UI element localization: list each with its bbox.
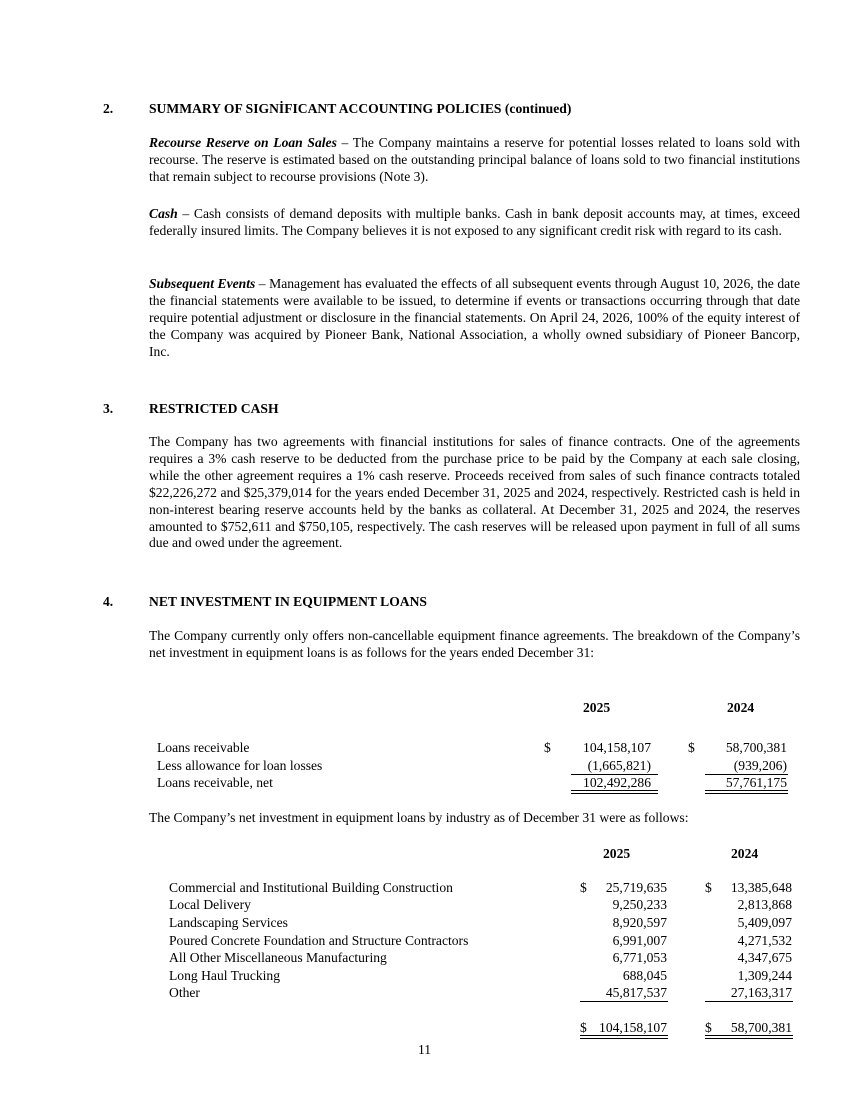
subsequent-events-term: Subsequent Events bbox=[149, 276, 256, 291]
value-2025: 104,158,107 bbox=[583, 740, 651, 755]
currency-symbol: $ bbox=[544, 740, 551, 755]
total-double-rule bbox=[571, 790, 658, 794]
value-2024: 5,409,097 bbox=[737, 915, 792, 930]
recourse-reserve-paragraph bbox=[149, 135, 800, 186]
section-4-title: NET INVESTMENT IN EQUIPMENT LOANS bbox=[149, 594, 427, 609]
section-2-title: SUMMARY OF SIGNİFICANT ACCOUNTING POLICIES (continued) bbox=[149, 101, 572, 116]
value-2024: (939,206) bbox=[733, 758, 787, 773]
value-2025: 45,817,537 bbox=[605, 985, 667, 1000]
row-label: Less allowance for loan losses bbox=[157, 758, 323, 773]
currency-symbol: $ bbox=[580, 1020, 587, 1035]
value-2024: 4,271,532 bbox=[737, 933, 792, 948]
row-label: All Other Miscellaneous Manufacturing bbox=[169, 950, 387, 965]
value-2025: 688,045 bbox=[622, 968, 667, 983]
value-2025: 6,771,053 bbox=[612, 950, 667, 965]
total-double-rule bbox=[580, 1035, 668, 1039]
total-double-rule bbox=[705, 1035, 793, 1039]
row-label: Local Delivery bbox=[169, 897, 251, 912]
total-2024: 58,700,381 bbox=[730, 1020, 792, 1035]
value-2025: 8,920,597 bbox=[612, 915, 667, 930]
row-label: Other bbox=[169, 985, 200, 1000]
total-2025: 104,158,107 bbox=[599, 1020, 667, 1035]
section-2-number: 2. bbox=[103, 101, 114, 116]
row-label: Landscaping Services bbox=[169, 915, 288, 930]
value-2025: (1,665,821) bbox=[587, 758, 651, 773]
equipment-loans-intro: The Company currently only offers non-cancellable equipment finance agreements. The breakdown of the Company’s net investment in equipment loans is as follows for the years ended December 31: bbox=[149, 628, 800, 660]
row-label: Loans receivable bbox=[157, 740, 250, 755]
restricted-cash-paragraph: The Company has two agreements with financial institutions for sales of finance contracts. One of the agreements requires a 3% cash reserve to be deducted from the purchase price to be paid by the Company at each sale closing, while the other agreement requires a 1% cash reserve. Proceeds received from sales of such finance contracts totaled $22,226,272 and $25,379,014 for the years ended December 31, 2025 and 2024, respectively. Restricted cash is held in non-interest bearing reserve accounts held by the banks as collateral. At December 31, 2025 and 2024, the reserves amounted to $752,611 and $750,105, respectively. The cash reserves will be released upon payment in full of all sums due and owed under the agreement. bbox=[149, 434, 800, 551]
value-2024: 4,347,675 bbox=[737, 950, 792, 965]
subsequent-events-paragraph bbox=[149, 276, 800, 361]
value-2024: 1,309,244 bbox=[737, 968, 792, 983]
table2-header-2025: 2025 bbox=[603, 846, 631, 861]
cash-paragraph bbox=[149, 206, 800, 240]
page-number: 11 bbox=[417, 1042, 432, 1057]
section-3-number: 3. bbox=[103, 401, 114, 416]
row-label: Loans receivable, net bbox=[157, 775, 273, 790]
value-2024: 13,385,648 bbox=[730, 880, 792, 895]
value-2025: 6,991,007 bbox=[612, 933, 667, 948]
value-2025: 9,250,233 bbox=[612, 897, 667, 912]
table2-header-2024: 2024 bbox=[731, 846, 759, 861]
currency-symbol: $ bbox=[705, 1020, 712, 1035]
currency-symbol: $ bbox=[688, 740, 695, 755]
value-2024: 58,700,381 bbox=[725, 740, 787, 755]
table1-header-2025: 2025 bbox=[583, 700, 611, 715]
recourse-reserve-term: Recourse Reserve on Loan Sales bbox=[149, 135, 337, 150]
row-label: Commercial and Institutional Building Construction bbox=[169, 880, 453, 895]
industry-intro: The Company’s net investment in equipment loans by industry as of December 31 were as follows: bbox=[149, 810, 689, 825]
value-2025: 102,492,286 bbox=[583, 775, 651, 790]
subtotal-rule bbox=[705, 1001, 793, 1002]
recourse-reserve-text: – The Company maintains a reserve for potential losses related to loans sold with recourse. The reserve is estimated based on the outstanding principal balance of loans sold to two financial institutions that remain subject to recourse provisions (Note 3). bbox=[149, 135, 800, 184]
subsequent-events-text: – Management has evaluated the effects of all subsequent events through August 10, 2026, the date the financial statements were available to be issued, to determine if events or transactions occurring through that date require potential adjustment or disclosure in the financial statements. On April 24, 2026, 100% of the equity interest of the Company was acquired by Pioneer Bank, National Association, a wholly owned subsidiary of Pioneer Bancorp, Inc. bbox=[149, 276, 800, 359]
table1-header-2024: 2024 bbox=[727, 700, 755, 715]
total-double-rule bbox=[705, 790, 788, 794]
value-2024: 57,761,175 bbox=[725, 775, 787, 790]
section-4-number: 4. bbox=[103, 594, 114, 609]
value-2024: 2,813,868 bbox=[737, 897, 792, 912]
row-label: Poured Concrete Foundation and Structure Contractors bbox=[169, 933, 469, 948]
cash-term: Cash bbox=[149, 206, 178, 221]
subtotal-rule bbox=[580, 1001, 668, 1002]
section-3-title: RESTRICTED CASH bbox=[149, 401, 279, 416]
value-2025: 25,719,635 bbox=[605, 880, 667, 895]
currency-symbol: $ bbox=[580, 880, 587, 895]
row-label: Long Haul Trucking bbox=[169, 968, 281, 983]
value-2024: 27,163,317 bbox=[730, 985, 792, 1000]
cash-text: – Cash consists of demand deposits with multiple banks. Cash in bank deposit accounts may, at times, exceed federally insured limits. The Company believes it is not exposed to any significant credit risk with regard to its cash. bbox=[149, 206, 800, 238]
currency-symbol: $ bbox=[705, 880, 712, 895]
